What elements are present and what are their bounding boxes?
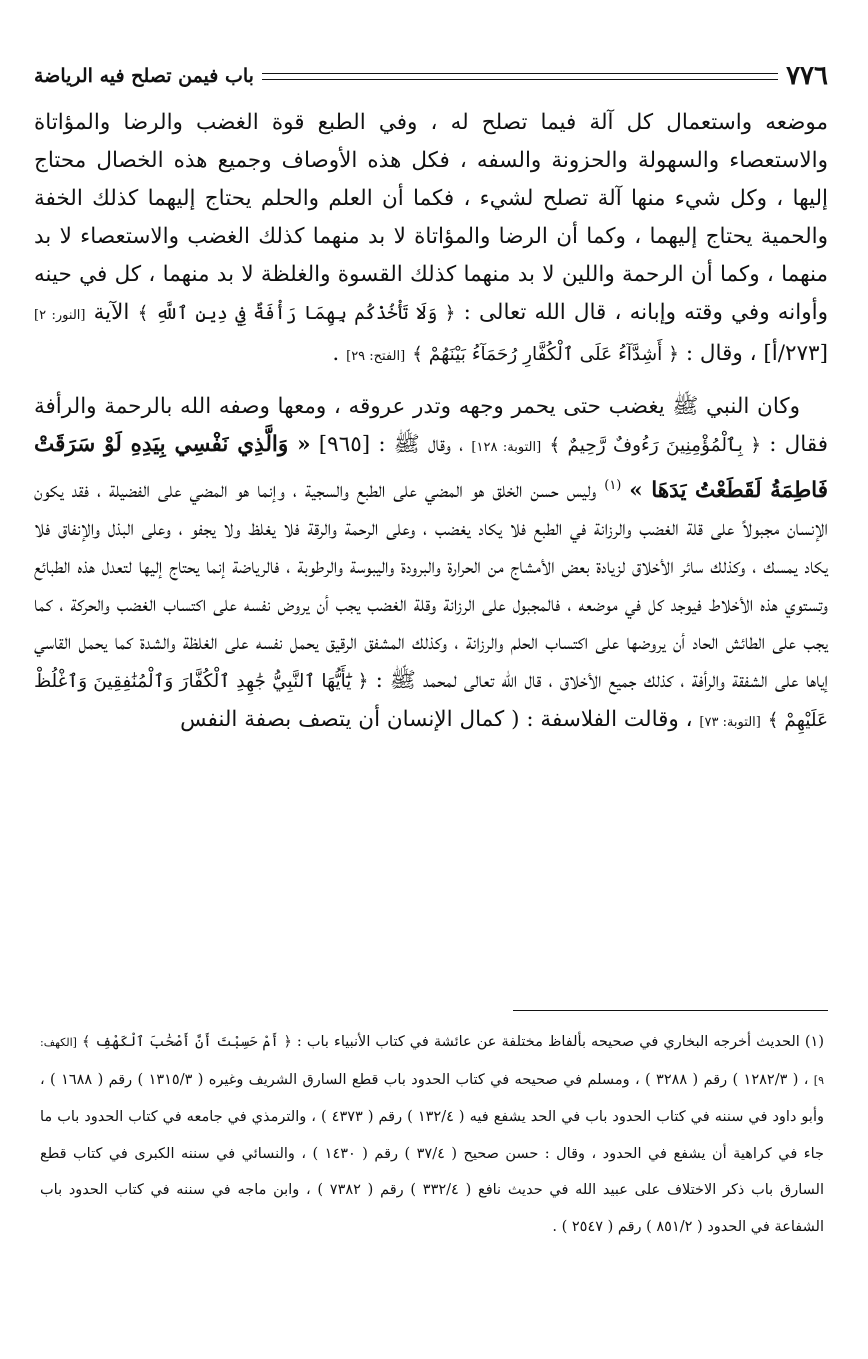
verse-reference: [الفتح: ٢٩] — [346, 349, 406, 364]
verse-reference: [التوبة: ١٢٨] — [471, 440, 542, 455]
main-text — [34, 104, 828, 742]
footnote-separator — [513, 1010, 828, 1011]
paragraph-1 — [34, 104, 828, 376]
header-title: باب فيمن تصلح فيه الرياضة — [34, 65, 254, 87]
text-run: ، ( ١٢٨٢/٣ ) رقم ( ٣٢٨٨ ) ، ومسلم في صحيحه في كتاب الحدود باب قطع السارق الشريف وغيره ( ١٣١٥/٣ ) رقم ( ١٦٨٨ ) ، وأبو داود في سننه في كتاب الحدود باب في الحد يشفع فيه ( ١٣٢/٤ ) رقم ( ٤٣٧٣ ) ، والترمذي في جامعه في كتاب الحدود باب ما جاء في كراهية أن يشفع في الحدود ، وقال : حسن صحيح ( ٣٧/٤ ) رقم ( ١٤٣٠ ) ، والنسائي في سننه الكبرى في كتاب قطع السارق باب ذكر الاختلاف على عبيد الله في حديث نافع ( ٣٣٢/٤ ) رقم ( ٧٣٨٢ ) ، وابن ماجه في سننه في كتاب الحدود باب الشفاعة في الحدود ( ٨٥١/٢ ) رقم ( ٢٥٤٧ ) . — [40, 1071, 824, 1235]
page-number: ٧٧٦ — [786, 61, 828, 91]
paragraph-2 — [34, 388, 828, 742]
text-run: [٢٧٣/أ] ، وقال : — [685, 341, 828, 366]
text-run: ، وقال ﷺ : [٩٦٥] — [318, 432, 464, 457]
text-run: موضعه واستعمال كل آلة فيما تصلح له ، وفي الطبع قوة الغضب والرضا والمؤاتاة والاستعصاء والسهولة والحزونة والسفه ، فكل هذه الأوصاف وجميع هذه الخصال محتاج إليها ، وكل شيء منها آلة تصلح لشيء ، فكما أن العلم والحلم يحتاج إليهما كذلك الخفة والحمية يحتاج إليهما ، وكما أن الرضا والمؤاتاة لا بد منهما كذلك الغضب والاستعصاء لا بد منهما ، وكما أن الرحمة واللين لا بد منهما كذلك القسوة والغلظة لا بد منهما ، كل في حينه وأوانه وفي وقته وإبانه ، قال الله تعالى : — [34, 110, 828, 325]
text-run: (١) الحديث أخرجه البخاري في صحيحه بألفاظ مختلفة عن عائشة في كتاب الأنبياء باب : — [296, 1034, 825, 1050]
text-run: وليس حسن الخلق هو المضي على الطبع والسجية ، وإنما هو المضي على الفضيلة ، فقد يكون الإنسان مجبولاً على قلة الغضب والرزانة في الطبع فلا يكاد يغضب ، وعلى الرحمة والرقة فلا يغلظ ولا يجفو ، وعلى البذل والإنفاق فلا يكاد يمسك ، وكذلك سائر الأخلاق لزيادة بعض الأمشاج من الحرارة والبرودة واليبوسة والرطوبة ، فالرياضة إنما يحتاج إليها لتعدل هذه الطبائع وتستوي هذه الأخلاط فيوجد كل في موضعه ، فالمجبول على الرزانة وقلة الغضب يجب أن يروض نفسه على اكتساب الغضب والحركة ، كما يجب على الطائش الحاد أن يروضها على اكتساب الحلم والرزانة ، وكذلك المشفق الرقيق يحمل نفسه على الغلظة والشدة كما يحمل القاسي إياها على الشفقة والرأفة ، كذلك جميع الأخلاق ، قال الله تعالى لمحمد ﷺ : — [34, 478, 828, 694]
hadith-quote: « وَالَّذِي نَفْسِي بِيَدِهِ لَوْ سَرَقَتْ فَاطِمَةُ لَقَطَعْتُ يَدَهَا » — [34, 432, 829, 504]
text-run: ، وقالت الفلاسفة : ( كمال الإنسان أن يتصف بصفة النفس — [180, 707, 693, 733]
verse-reference: [الكهف: ٩] — [40, 1036, 825, 1087]
verse-reference: [التوبة: ٧٣] — [699, 715, 761, 731]
text-run: الآية — [93, 300, 130, 325]
text-run: . — [332, 341, 340, 366]
footnote — [40, 1024, 824, 1245]
running-header — [34, 56, 828, 96]
quran-quote: ﴿ أَمْ حَسِبْتَ أَنَّ أَصْحَٰبَ ٱلْكَهْفِ ﴾ — [82, 1034, 292, 1050]
header-rule — [262, 73, 778, 80]
footnote-marker: (١) — [604, 478, 622, 493]
quran-quote: ﴿ بِٱلْمُؤْمِنِينَ رَءُوفٌ رَّحِيمٌ ﴾ — [549, 435, 762, 456]
quran-quote: ﴿ وَلَا تَأْخُذْكُم بِهِمَا رَأْفَةٌ فِي دِينِ ٱللَّهِ ﴾ — [137, 303, 456, 324]
footnote-paragraph — [40, 1024, 824, 1245]
verse-reference: [النور: ٢] — [34, 308, 86, 323]
quran-quote: ﴿ أَشِدَّآءُ عَلَى ٱلْكُفَّارِ رُحَمَآءُ بَيْنَهُمْ ﴾ — [412, 344, 679, 365]
text-run: وكان النبي ﷺ يغضب حتى يحمر وجهه وتدر عروقه ، ومعها وصفه الله بالرحمة والرأفة فقال : — [34, 394, 828, 457]
quran-quote: ﴿ يَٰٓأَيُّهَا ٱلنَّبِيُّ جَٰهِدِ ٱلْكُفَّارَ وَٱلْمُنَٰفِقِينَ وَٱغْلُظْ عَلَيْهِمْ ﴾ — [34, 671, 828, 732]
